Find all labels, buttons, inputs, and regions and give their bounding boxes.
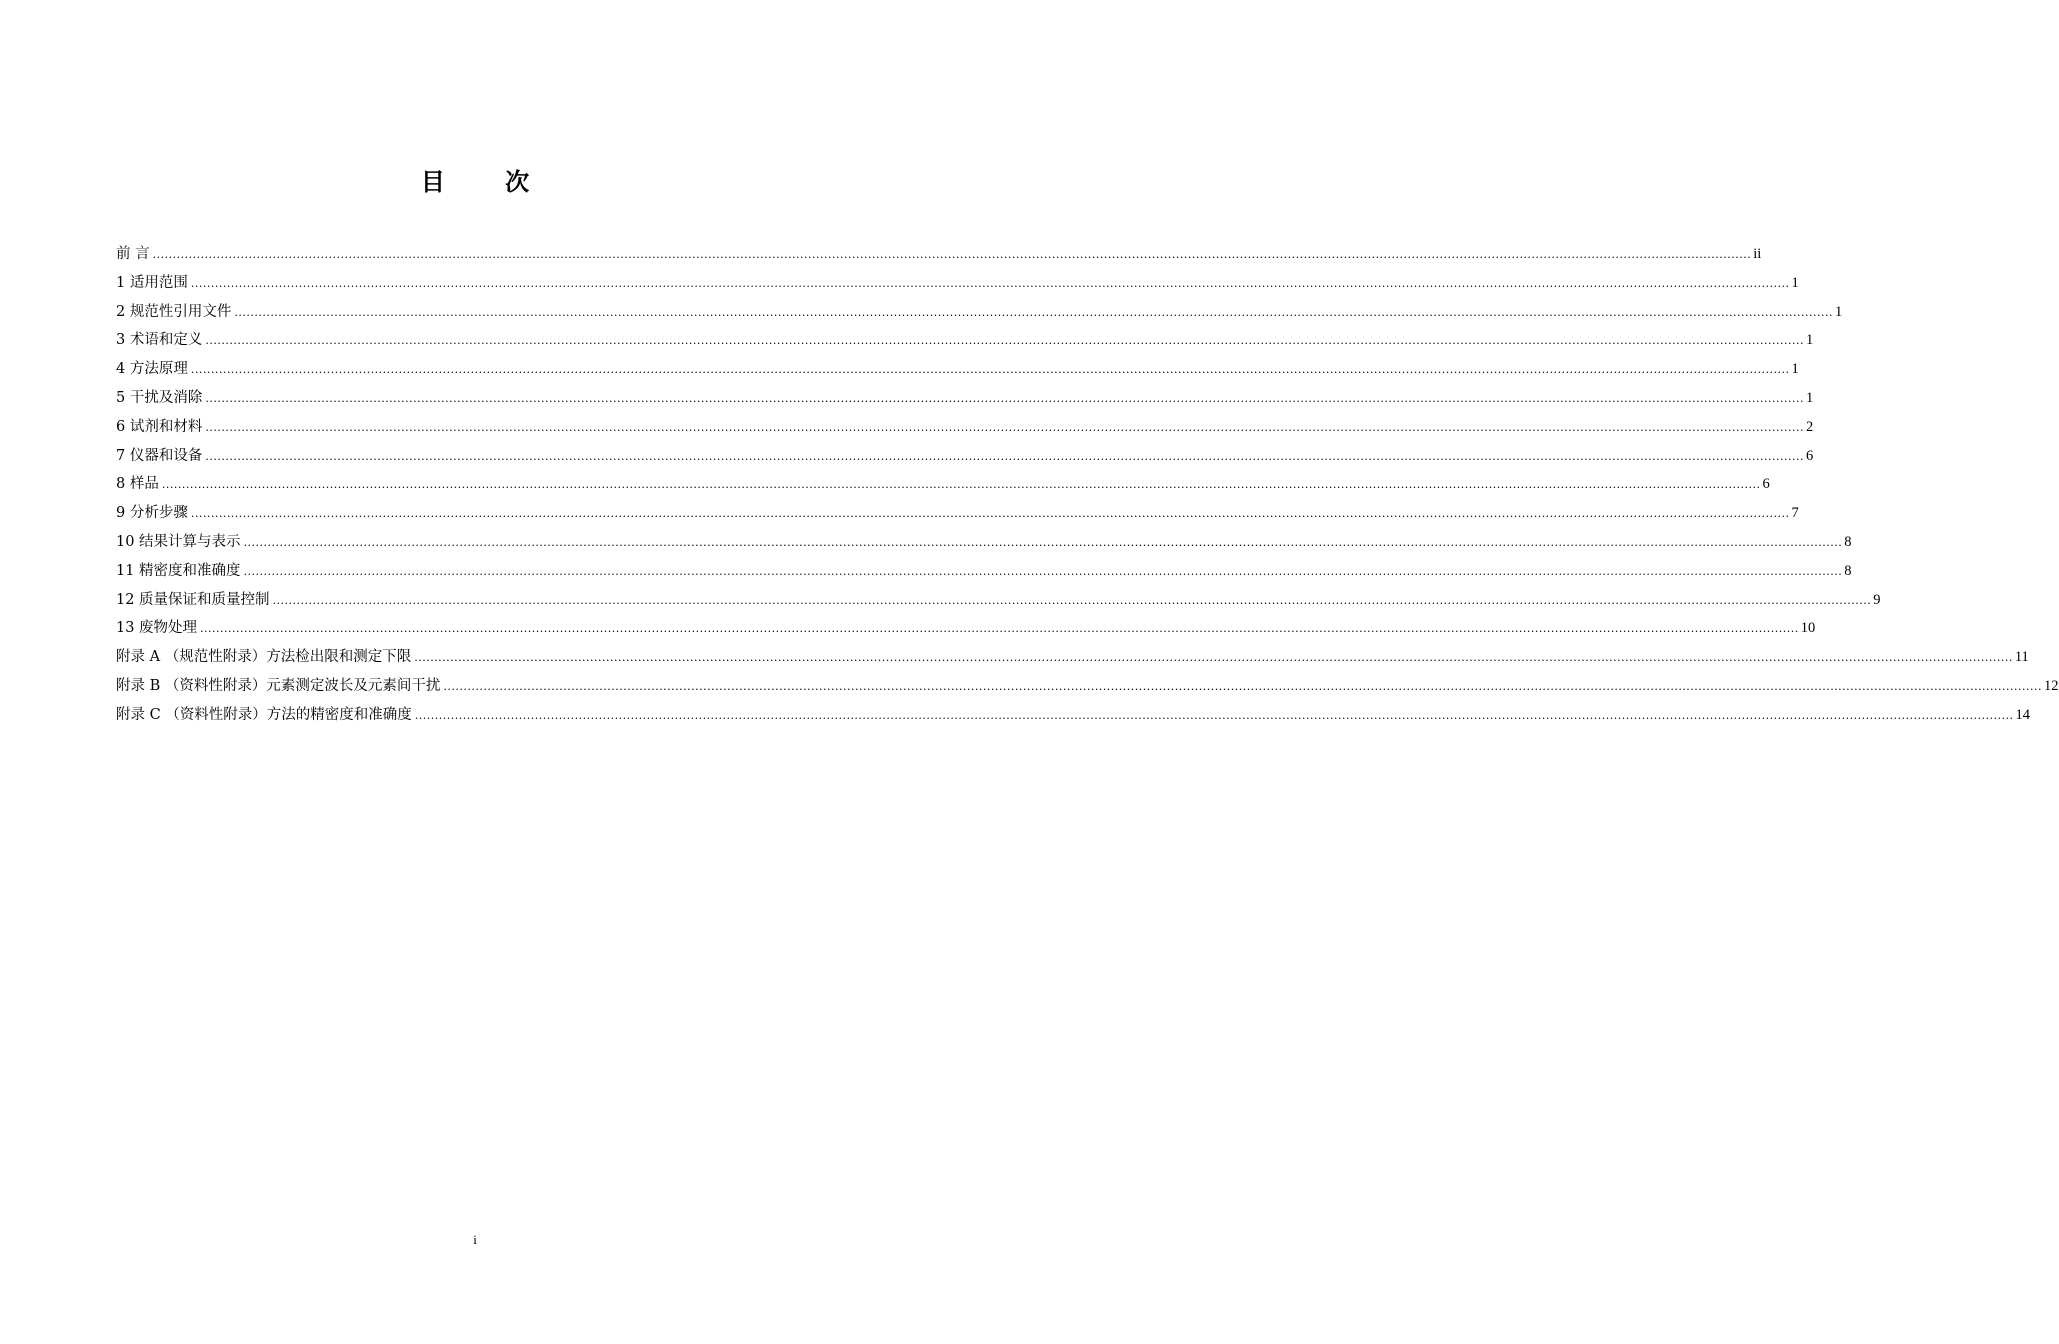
toc-dot-leader: ................................................................................................................................................................................................................................................................................................................................................................................................................: [161, 478, 1761, 492]
toc-dot-leader: ................................................................................................................................................................................................................................................................................................................................................................................................................: [414, 708, 2014, 722]
toc-entry-label: 5 干扰及消除: [116, 389, 203, 406]
toc-entry-label: 11 精密度和准确度: [116, 562, 241, 579]
toc-entry-label: 10 结果计算与表示: [116, 533, 241, 550]
toc-entry[interactable]: [116, 442, 1814, 471]
table-of-contents: [116, 240, 2059, 730]
toc-entry-page-number: 8: [1844, 533, 1852, 550]
toc-entry-page-number: 7: [1791, 505, 1799, 522]
toc-entry-label: 13 废物处理: [116, 620, 198, 637]
toc-entry-page-number: 14: [2015, 706, 2030, 723]
toc-entry-label: 1 适用范围: [116, 274, 188, 291]
toc-dot-leader: ................................................................................................................................................................................................................................................................................................................................................................................................................: [152, 248, 1752, 261]
page-number: i: [473, 1232, 477, 1247]
toc-entry-page-number: 9: [1873, 591, 1881, 608]
toc-entry-page-number: 2: [1805, 418, 1814, 435]
toc-entry[interactable]: [116, 499, 1799, 528]
toc-dot-leader: ................................................................................................................................................................................................................................................................................................................................................................................................................: [205, 449, 1804, 463]
toc-entry-label: 12 质量保证和质量控制: [116, 591, 270, 608]
toc-entry[interactable]: [116, 326, 1814, 355]
toc-entry-page-number: 6: [1805, 447, 1814, 464]
toc-entry-page-number: 1: [1834, 303, 1843, 320]
toc-dot-leader: ................................................................................................................................................................................................................................................................................................................................................................................................................: [443, 679, 2043, 693]
toc-entry-page-number: 1: [1805, 389, 1814, 406]
toc-dot-leader: ................................................................................................................................................................................................................................................................................................................................................................................................................: [234, 305, 1833, 319]
toc-entry[interactable]: [116, 643, 2029, 672]
toc-entry-label: 附录 B （资料性附录）元素测定波长及元素间干扰: [116, 677, 441, 694]
toc-entry-label: 3 术语和定义: [116, 332, 203, 349]
toc-entry-page-number: 1: [1791, 361, 1799, 378]
page-title: 目 次: [420, 168, 556, 196]
toc-entry-page-number: 8: [1844, 562, 1852, 579]
toc-dot-leader: ................................................................................................................................................................................................................................................................................................................................................................................................................: [200, 622, 1799, 636]
toc-entry-label: 2 规范性引用文件: [116, 303, 232, 320]
toc-dot-leader: ................................................................................................................................................................................................................................................................................................................................................................................................................: [190, 276, 1790, 290]
toc-entry[interactable]: [116, 614, 1816, 643]
toc-entry-page-number: 1: [1805, 332, 1814, 349]
toc-entry-label: 6 试剂和材料: [116, 418, 203, 435]
toc-entry[interactable]: [116, 701, 2030, 730]
toc-entry[interactable]: [116, 470, 1770, 499]
toc-dot-leader: ................................................................................................................................................................................................................................................................................................................................................................................................................: [414, 651, 2013, 665]
toc-entry-label: 8 样品: [116, 476, 159, 493]
toc-entry-page-number: 10: [1800, 620, 1816, 637]
toc-entry-label: 前 言: [116, 246, 150, 262]
toc-entry-page-number: ii: [1753, 246, 1762, 262]
toc-entry[interactable]: [116, 672, 2059, 701]
toc-dot-leader: ................................................................................................................................................................................................................................................................................................................................................................................................................: [190, 363, 1790, 377]
toc-entry-label: 附录 A （规范性附录）方法检出限和测定下限: [116, 649, 412, 666]
toc-entry[interactable]: [116, 413, 1814, 442]
toc-entry[interactable]: [116, 557, 1852, 586]
toc-entry[interactable]: [116, 298, 1843, 327]
toc-dot-leader: ................................................................................................................................................................................................................................................................................................................................................................................................................: [205, 334, 1804, 348]
toc-entry-label: 7 仪器和设备: [116, 447, 203, 464]
toc-entry[interactable]: [116, 355, 1799, 384]
toc-entry-label: 附录 C （资料性附录）方法的精密度和准确度: [116, 706, 412, 723]
toc-entry[interactable]: [116, 528, 1852, 557]
toc-dot-leader: ................................................................................................................................................................................................................................................................................................................................................................................................................: [190, 507, 1790, 521]
toc-entry[interactable]: [116, 586, 1881, 615]
toc-entry-page-number: 1: [1791, 274, 1799, 291]
toc-entry[interactable]: [116, 269, 1799, 298]
toc-dot-leader: ................................................................................................................................................................................................................................................................................................................................................................................................................: [243, 564, 1843, 578]
toc-entry-page-number: 6: [1762, 476, 1770, 493]
toc-entry-label: 4 方法原理: [116, 361, 188, 378]
toc-entry-page-number: 12: [2044, 677, 2059, 694]
toc-entry-page-number: 11: [2014, 649, 2029, 666]
toc-entry[interactable]: [116, 240, 1762, 269]
toc-entry[interactable]: [116, 384, 1814, 413]
toc-dot-leader: ................................................................................................................................................................................................................................................................................................................................................................................................................: [205, 420, 1804, 434]
toc-dot-leader: ................................................................................................................................................................................................................................................................................................................................................................................................................: [205, 391, 1804, 405]
toc-entry-label: 9 分析步骤: [116, 505, 188, 522]
toc-dot-leader: ................................................................................................................................................................................................................................................................................................................................................................................................................: [272, 593, 1872, 607]
toc-dot-leader: ................................................................................................................................................................................................................................................................................................................................................................................................................: [243, 535, 1843, 549]
